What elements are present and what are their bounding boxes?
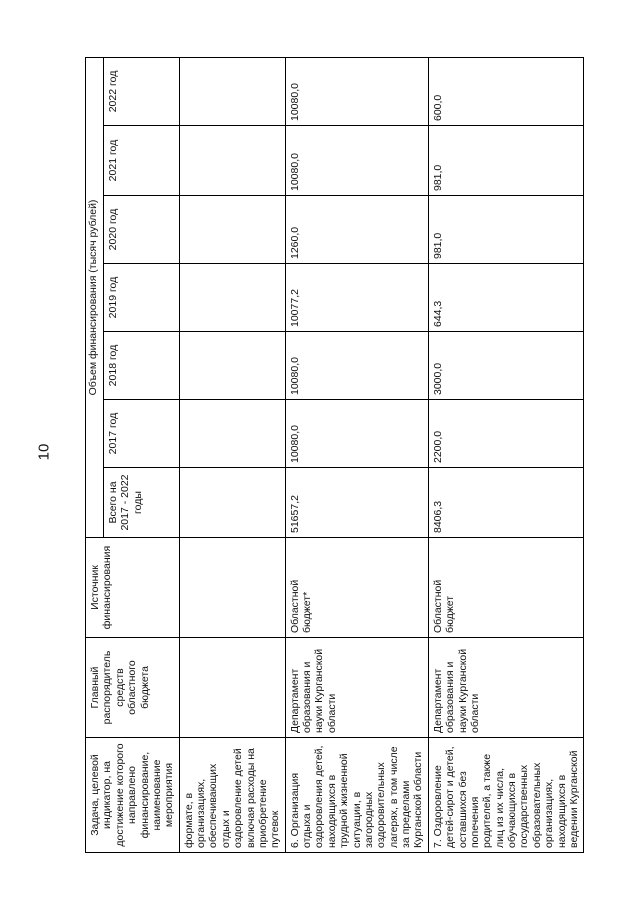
header-year-2017: 2017 год xyxy=(103,400,179,468)
cell-manager xyxy=(179,638,285,738)
cell-2017: 10080,0 xyxy=(285,400,428,468)
cell-task: 7. Оздоровление детей-сирот и детей, оставшихся без попечения родителей, а также лиц из их числа, обучающихся в государственных образовательных организациях, находящихся в ведении Курганской xyxy=(428,738,584,853)
header-year-2022: 2022 год xyxy=(103,57,179,125)
cell-2018: 10080,0 xyxy=(285,332,428,400)
header-volume-group: Объем финансирования (тысяч рублей) xyxy=(86,57,104,537)
cell-2018 xyxy=(179,332,285,400)
cell-total: 51657,2 xyxy=(285,468,428,538)
cell-total xyxy=(179,468,285,538)
table-row xyxy=(428,57,584,852)
table-row xyxy=(285,57,428,852)
cell-2019: 644,3 xyxy=(428,264,584,332)
cell-2017 xyxy=(179,400,285,468)
cell-2021: 981,0 xyxy=(428,126,584,196)
cell-source: Областной бюджет* xyxy=(285,538,428,638)
cell-task: 6. Организация отдыха и оздоровления детей, находящихся в трудной жизненной ситуации, в загородных оздоровительных лагерях, в том числе за пределами Курганской области xyxy=(285,738,428,853)
table-row xyxy=(179,57,285,852)
cell-2020: 981,0 xyxy=(428,196,584,264)
funding-table xyxy=(85,57,584,853)
cell-source: Областной бюджет xyxy=(428,538,584,638)
cell-2022: 10080,0 xyxy=(285,57,428,125)
cell-manager: Департамент образования и науки Курганской области xyxy=(285,638,428,738)
cell-2017: 2200,0 xyxy=(428,400,584,468)
rotated-table-container xyxy=(85,58,580,853)
cell-2019 xyxy=(179,264,285,332)
cell-2018: 3000,0 xyxy=(428,332,584,400)
header-task: Задача, целевой индикатор, на достижение которого направлено финансирование, наименование мероприятия xyxy=(86,738,180,853)
cell-manager: Департамент образования и науки Курганской области xyxy=(428,638,584,738)
header-year-2019: 2019 год xyxy=(103,264,179,332)
cell-2022: 600,0 xyxy=(428,57,584,125)
header-year-2020: 2020 год xyxy=(103,196,179,264)
page-number: 10 xyxy=(35,443,53,461)
header-year-2021: 2021 год xyxy=(103,126,179,196)
cell-2020: 1260,0 xyxy=(285,196,428,264)
cell-2021: 10080,0 xyxy=(285,126,428,196)
cell-2020 xyxy=(179,196,285,264)
cell-total: 8406,3 xyxy=(428,468,584,538)
cell-2022 xyxy=(179,57,285,125)
header-total: Всего на 2017 - 2022 годы xyxy=(103,468,179,538)
cell-source xyxy=(179,538,285,638)
header-manager: Главный распорядитель средств областного бюджета xyxy=(86,638,180,738)
cell-2019: 10077,2 xyxy=(285,264,428,332)
cell-task: формате, в организациях, обеспечивающих отдых и оздоровление детей включая расходы на приобретение путевок xyxy=(179,738,285,853)
header-year-2018: 2018 год xyxy=(103,332,179,400)
cell-2021 xyxy=(179,126,285,196)
header-source: Источник финансирования xyxy=(86,538,180,638)
